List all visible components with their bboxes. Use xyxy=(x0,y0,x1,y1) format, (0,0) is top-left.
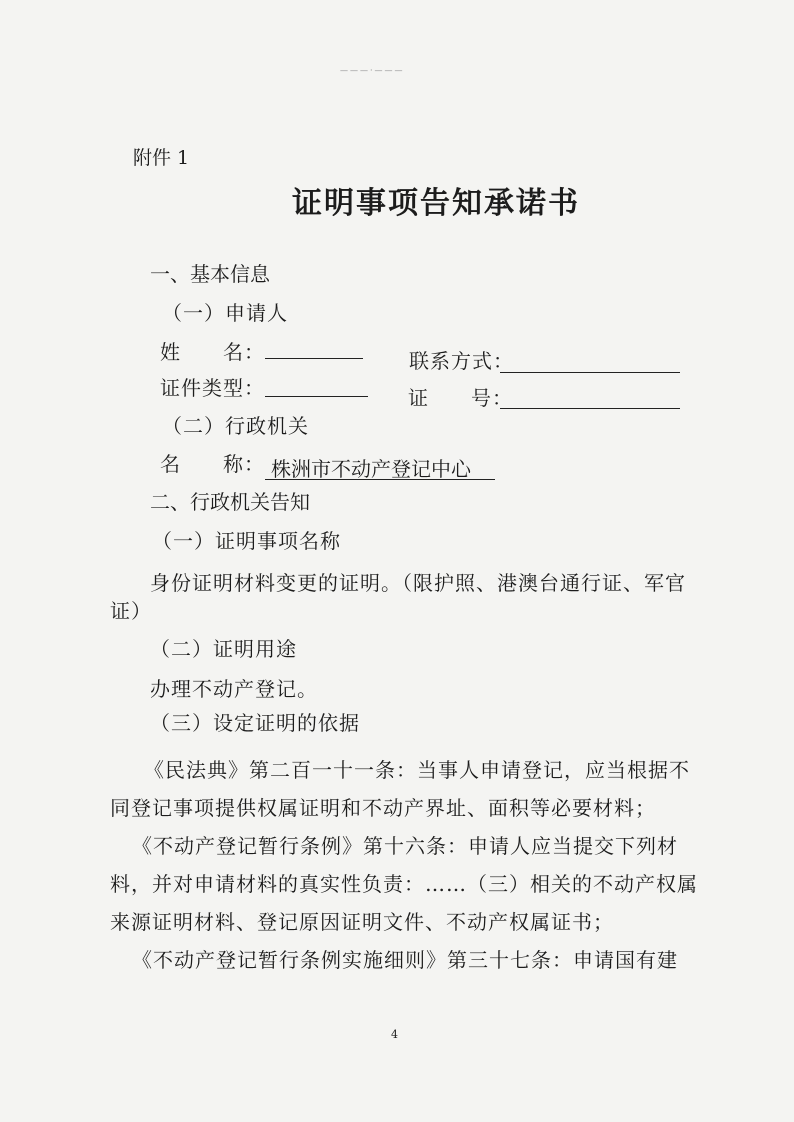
basis2-line1: 《不动产登记暂行条例》第十六条：申请人应当提交下列材 xyxy=(132,834,678,858)
id-no-field[interactable] xyxy=(500,408,680,409)
item-name-line1: 身份证明材料变更的证明。（限护照、港澳台通行证、军官 xyxy=(150,571,686,595)
document-title: 证明事项告知承诺书 xyxy=(292,186,580,221)
agency-subheading: （二）行政机关 xyxy=(162,414,309,438)
usage-subheading: （二）证明用途 xyxy=(150,637,297,661)
org-name-value: 株洲市不动产登记中心 xyxy=(271,457,471,481)
basis3-line1: 《不动产登记暂行条例实施细则》第三十七条：申请国有建 xyxy=(132,948,678,972)
contact-label: 联系方式： xyxy=(409,349,514,373)
org-name-underline xyxy=(265,479,495,480)
item-name-subheading: （一）证明事项名称 xyxy=(152,529,341,553)
name-field[interactable] xyxy=(265,358,363,359)
contact-field[interactable] xyxy=(500,372,680,373)
basis2-line2: 料，并对申请材料的真实性负责：……（三）相关的不动产权属 xyxy=(110,872,698,896)
attachment-label: 附件 1 xyxy=(133,147,190,169)
page-number: 4 xyxy=(391,1028,398,1041)
basis2-line3: 来源证明材料、登记原因证明文件、不动产权属证书； xyxy=(110,910,614,934)
item-name-line2: 证） xyxy=(110,599,152,623)
basis-subheading: （三）设定证明的依据 xyxy=(150,711,360,735)
basis1-line2: 同登记事项提供权属证明和不动产界址、面积等必要材料； xyxy=(110,796,656,820)
org-name-label: 名 称： xyxy=(160,452,265,476)
applicant-subheading: （一）申请人 xyxy=(162,301,288,325)
usage-text: 办理不动产登记。 xyxy=(150,677,318,701)
section2-heading: 二、行政机关告知 xyxy=(150,490,310,514)
id-type-field[interactable] xyxy=(265,396,368,397)
section1-heading: 一、基本信息 xyxy=(150,262,270,286)
basis1-line1: 《民法典》第二百一十一条：当事人申请登记，应当根据不 xyxy=(144,758,690,782)
name-label: 姓 名： xyxy=(160,340,265,364)
id-type-label: 证件类型： xyxy=(160,376,265,400)
id-no-label: 证 号： xyxy=(408,386,513,410)
header-mark: ———·——— xyxy=(340,66,405,75)
